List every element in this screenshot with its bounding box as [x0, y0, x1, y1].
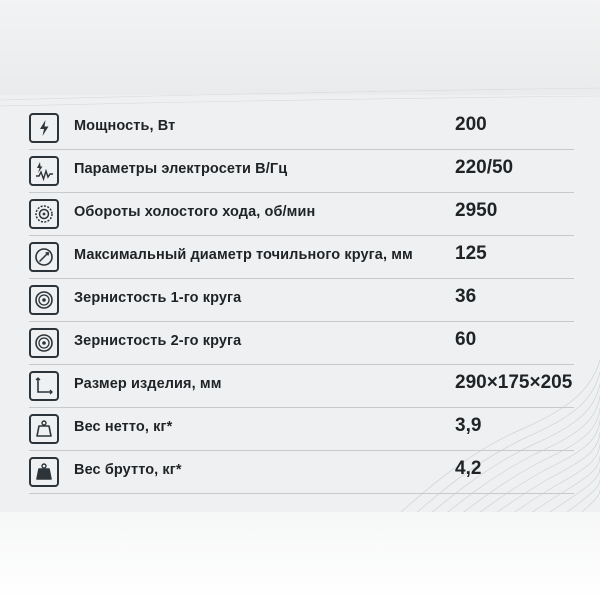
spec-value: 290×175×205: [455, 372, 573, 393]
divider: [29, 450, 574, 451]
divider: [29, 235, 574, 236]
divider: [29, 321, 574, 322]
spec-row-grit-1: [0, 284, 600, 326]
spec-value: 60: [455, 329, 477, 350]
spec-label: Зернистость 1-го круга: [74, 290, 242, 306]
spec-label: Мощность, Вт: [74, 118, 176, 134]
spec-label: Вес нетто, кг*: [74, 419, 173, 435]
spec-label: Параметры электросети В/Гц: [74, 161, 288, 177]
lightning-icon: [29, 113, 59, 143]
spec-row-rpm: [0, 198, 600, 240]
spec-label: Вес брутто, кг*: [74, 462, 182, 478]
divider: [29, 364, 574, 365]
grinding-wheel-icon: [29, 285, 59, 315]
power-grid-icon: [29, 156, 59, 186]
spec-value: 3,9: [455, 415, 482, 436]
divider: [29, 493, 574, 494]
weight-net-icon: [29, 414, 59, 444]
spec-label: Зернистость 2-го круга: [74, 333, 242, 349]
diameter-icon: [29, 242, 59, 272]
divider: [29, 278, 574, 279]
bottom-strip: [0, 512, 600, 600]
divider: [29, 149, 574, 150]
spec-value: 125: [455, 243, 487, 264]
spec-value: 2950: [455, 200, 498, 221]
spec-value: 4,2: [455, 458, 482, 479]
dimensions-icon: [29, 371, 59, 401]
grinding-wheel-icon: [29, 328, 59, 358]
rotation-icon: [29, 199, 59, 229]
spec-row-dimensions: [0, 370, 600, 412]
spec-value: 36: [455, 286, 477, 307]
spec-value: 200: [455, 114, 487, 135]
spec-row-grid: [0, 155, 600, 197]
spec-label: Максимальный диаметр точильного круга, мм: [74, 247, 413, 263]
spec-row-net-weight: [0, 413, 600, 455]
spec-row-diameter: [0, 241, 600, 283]
spec-label: Обороты холостого хода, об/мин: [74, 204, 316, 220]
spec-row-gross-weight: [0, 456, 600, 498]
spec-row-grit-2: [0, 327, 600, 369]
spec-row-power: [0, 112, 600, 154]
divider: [29, 192, 574, 193]
spec-label: Размер изделия, мм: [74, 376, 222, 392]
divider: [29, 407, 574, 408]
weight-gross-icon: [29, 457, 59, 487]
spec-value: 220/50: [455, 157, 514, 178]
